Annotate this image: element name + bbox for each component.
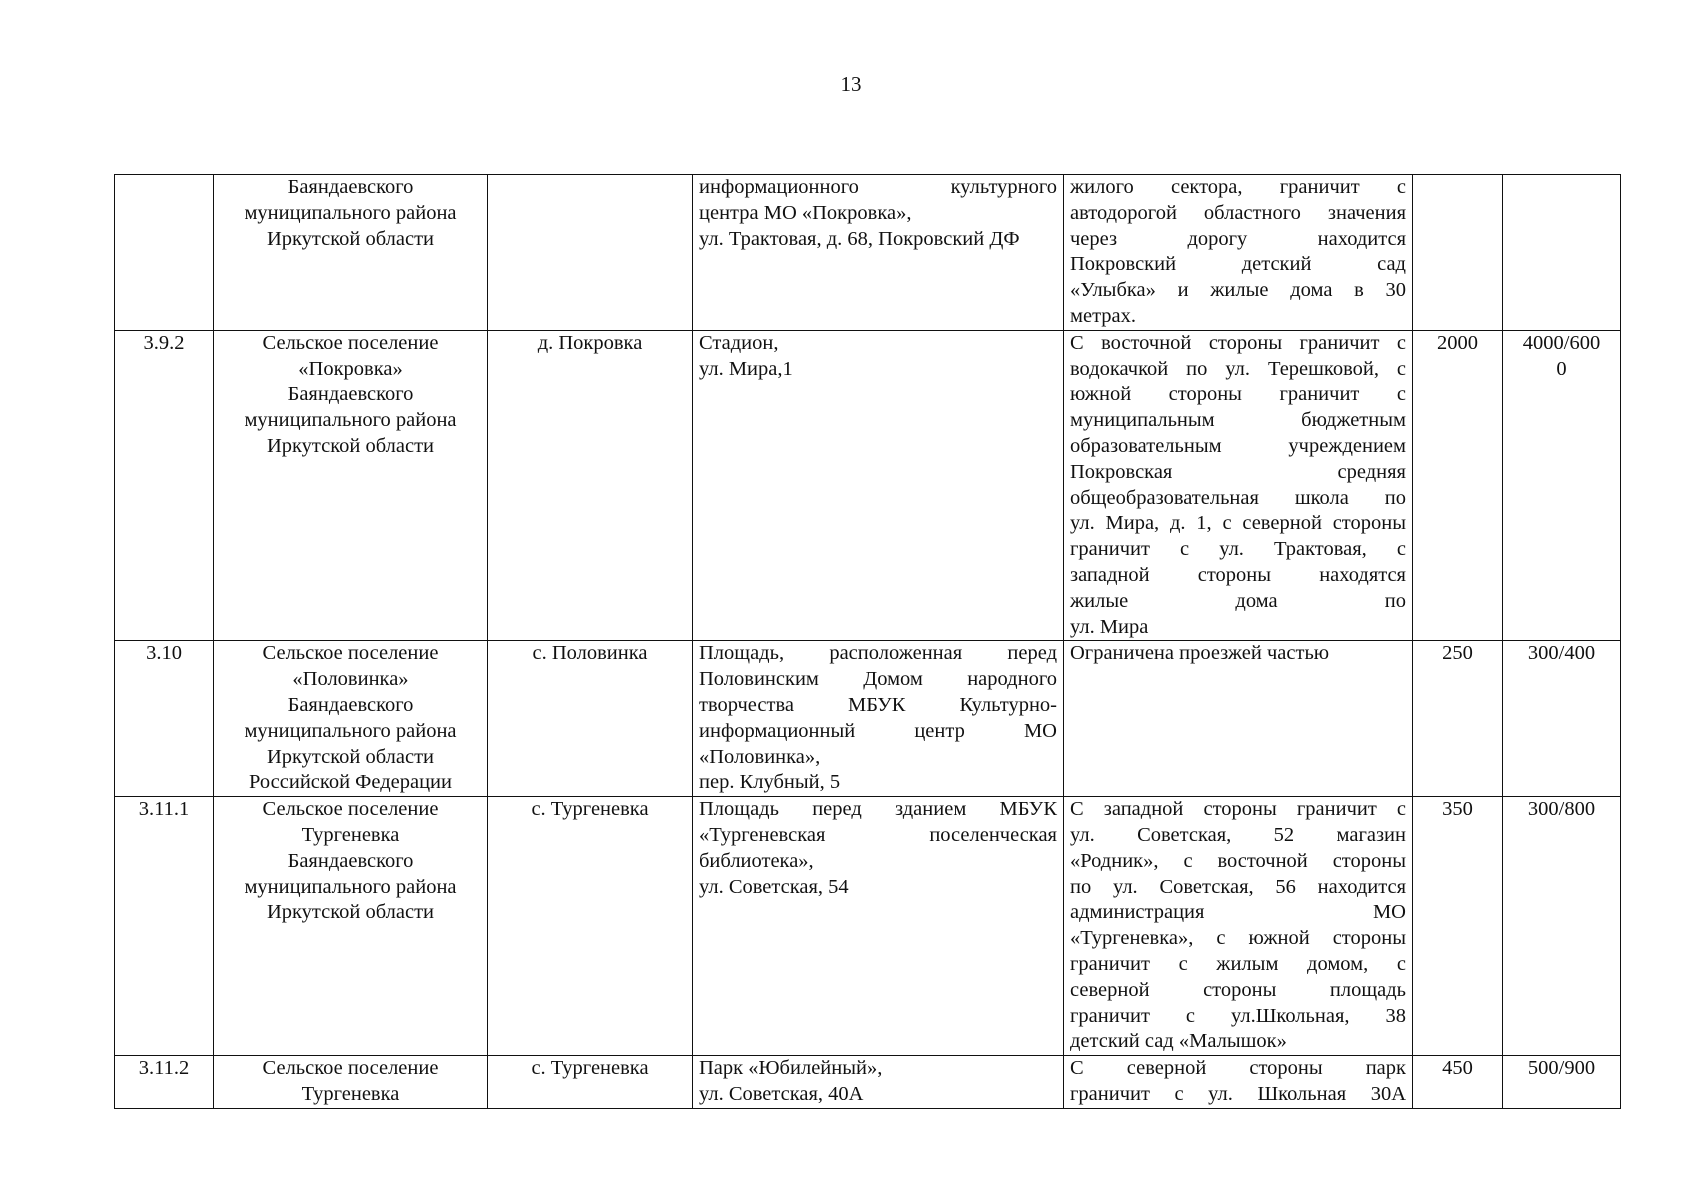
cell-line: граничит с ул. Школьная 30А (1070, 1082, 1406, 1105)
cell-line: 300/800 (1527, 798, 1596, 821)
cell-line: муниципального района (244, 409, 457, 432)
cell-line: Баяндаевского (287, 693, 414, 716)
cell-line: муниципального района (244, 719, 457, 742)
cell-line: информационный центр МО (699, 719, 1057, 742)
cell-place (693, 797, 1064, 1056)
cell-area: 450 (1413, 1056, 1503, 1109)
cell-line: Тургеневка (301, 823, 400, 846)
cell-line: ул. Мира (1070, 615, 1149, 638)
cell-line: «Тургеневка», с южной стороны (1070, 927, 1406, 950)
cell-capacity (1503, 1056, 1621, 1109)
cell-line: «Покровка» (298, 357, 403, 380)
cell-line: по ул. Советская, 56 находится (1070, 875, 1406, 898)
cell-line: С северной стороны парк (1070, 1057, 1406, 1080)
cell-municipality (214, 641, 488, 797)
cell-capacity (1503, 797, 1621, 1056)
cell-number: 3.10 (115, 641, 214, 797)
cell-line: южной стороны граничит с (1070, 383, 1406, 406)
cell-line: Сельское поселение (262, 1057, 439, 1080)
cell-line: С западной стороны граничит с (1070, 798, 1406, 821)
cell-line: «Тургеневская поселенческая (699, 823, 1057, 846)
cell-line: образовательным учреждением (1070, 434, 1406, 457)
table-row (115, 797, 1621, 1056)
cell-line: творчества МБУК Культурно- (699, 693, 1057, 716)
cell-line: Баяндаевского (287, 383, 414, 406)
cell-line: Иркутской области (266, 227, 435, 250)
cell-line: 0 (1556, 357, 1567, 380)
cell-line: ул. Мира,1 (699, 357, 793, 380)
cell-line: жилые дома по (1070, 589, 1406, 612)
cell-locality: с. Тургеневка (488, 1056, 693, 1109)
cell-municipality (214, 330, 488, 641)
cell-line: граничит с жилым домом, с (1070, 952, 1406, 975)
cell-capacity (1503, 330, 1621, 641)
cell-line: через дорогу находится (1070, 227, 1406, 250)
cell-line: муниципального района (244, 875, 457, 898)
cell-line: жилого сектора, граничит с (1070, 176, 1406, 198)
cell-line: общеобразовательная школа по (1070, 486, 1406, 509)
cell-line: ул. Трактовая, д. 68, Покровский ДФ (699, 227, 1020, 250)
cell-line: пер. Клубный, 5 (699, 771, 841, 794)
cell-line: муниципального района (244, 201, 457, 224)
cell-boundaries (1064, 1056, 1413, 1109)
cell-line: ул. Советская, 40А (699, 1082, 864, 1105)
cell-line: метрах. (1070, 304, 1137, 327)
cell-line: 300/400 (1527, 642, 1596, 665)
cell-line: Сельское поселение (262, 642, 439, 665)
cell-place (693, 641, 1064, 797)
cell-locality (488, 175, 693, 331)
cell-line: ул. Советская, 54 (699, 875, 849, 898)
cell-line: центра МО «Покровка», (699, 201, 912, 224)
cell-capacity (1503, 175, 1621, 331)
cell-line: Сельское поселение (262, 331, 439, 354)
cell-line: западной стороны находятся (1070, 563, 1406, 586)
cell-line: Площадь, расположенная перед (699, 642, 1057, 665)
cell-line: библиотека», (699, 849, 814, 872)
cell-area: 350 (1413, 797, 1503, 1056)
cell-locality: с. Тургеневка (488, 797, 693, 1056)
cell-line: Тургеневка (301, 1082, 400, 1105)
cell-line: водокачкой по ул. Терешковой, с (1070, 357, 1406, 380)
table-row (115, 330, 1621, 641)
cell-line: администрация МО (1070, 901, 1406, 924)
cell-number: 3.11.1 (115, 797, 214, 1056)
cell-boundaries (1064, 797, 1413, 1056)
cell-line: 4000/600 (1522, 331, 1601, 354)
cell-line: граничит с ул. Трактовая, с (1070, 538, 1406, 561)
cell-line: автодорогой областного значения (1070, 201, 1406, 224)
cell-line: ул. Мира, д. 1, с северной стороны (1070, 512, 1406, 535)
cell-line: Баяндаевского (287, 176, 414, 198)
cell-boundaries (1064, 330, 1413, 641)
cell-municipality (214, 797, 488, 1056)
cell-line: «Родник», с восточной стороны (1070, 849, 1406, 872)
table-row (115, 175, 1621, 331)
cell-line: Покровская средняя (1070, 460, 1406, 483)
cell-municipality (214, 175, 488, 331)
cell-line: Иркутской области (266, 434, 435, 457)
cell-locality: с. Половинка (488, 641, 693, 797)
cell-line: Парк «Юбилейный», (699, 1057, 883, 1080)
cell-line: Баяндаевского (287, 849, 414, 872)
cell-area: 2000 (1413, 330, 1503, 641)
cell-area (1413, 175, 1503, 331)
cell-place (693, 1056, 1064, 1109)
cell-number (115, 175, 214, 331)
table-body (115, 175, 1621, 1109)
cell-line: «Улыбка» и жилые дома в 30 (1070, 279, 1406, 302)
cell-capacity (1503, 641, 1621, 797)
table-row (115, 641, 1621, 797)
cell-line: «Половинка» (292, 668, 409, 691)
cell-boundaries (1064, 641, 1413, 797)
cell-locality: д. Покровка (488, 330, 693, 641)
cell-line: 500/900 (1527, 1057, 1596, 1080)
cell-line: детский сад «Малышок» (1070, 1030, 1287, 1053)
cell-line: Иркутской области (266, 901, 435, 924)
cell-line: ул. Советская, 52 магазин (1070, 823, 1406, 846)
cell-number: 3.11.2 (115, 1056, 214, 1109)
cell-number: 3.9.2 (115, 330, 214, 641)
cell-line: «Половинка», (699, 745, 821, 768)
cell-line: граничит с ул.Школьная, 38 (1070, 1004, 1406, 1027)
cell-line: информационного культурного (699, 176, 1057, 198)
cell-boundaries (1064, 175, 1413, 331)
page-number: 13 (840, 72, 862, 96)
cell-place (693, 175, 1064, 331)
cell-line: С восточной стороны граничит с (1070, 331, 1406, 354)
cell-line: Иркутской области (266, 745, 435, 768)
cell-line: Половинским Домом народного (699, 668, 1057, 691)
cell-place (693, 330, 1064, 641)
cell-municipality (214, 1056, 488, 1109)
cell-line: Покровский детский сад (1070, 253, 1406, 276)
cell-line: Российской Федерации (249, 771, 452, 794)
cell-area: 250 (1413, 641, 1503, 797)
cell-line: Площадь перед зданием МБУК (699, 798, 1057, 821)
objects-table (114, 174, 1621, 1109)
cell-line: северной стороны площадь (1070, 978, 1406, 1001)
cell-line: Стадион, (699, 331, 779, 354)
cell-line: Ограничена проезжей частью (1070, 642, 1330, 665)
cell-line: Сельское поселение (262, 798, 439, 821)
table-row (115, 1056, 1621, 1109)
cell-line: муниципальным бюджетным (1070, 409, 1406, 432)
